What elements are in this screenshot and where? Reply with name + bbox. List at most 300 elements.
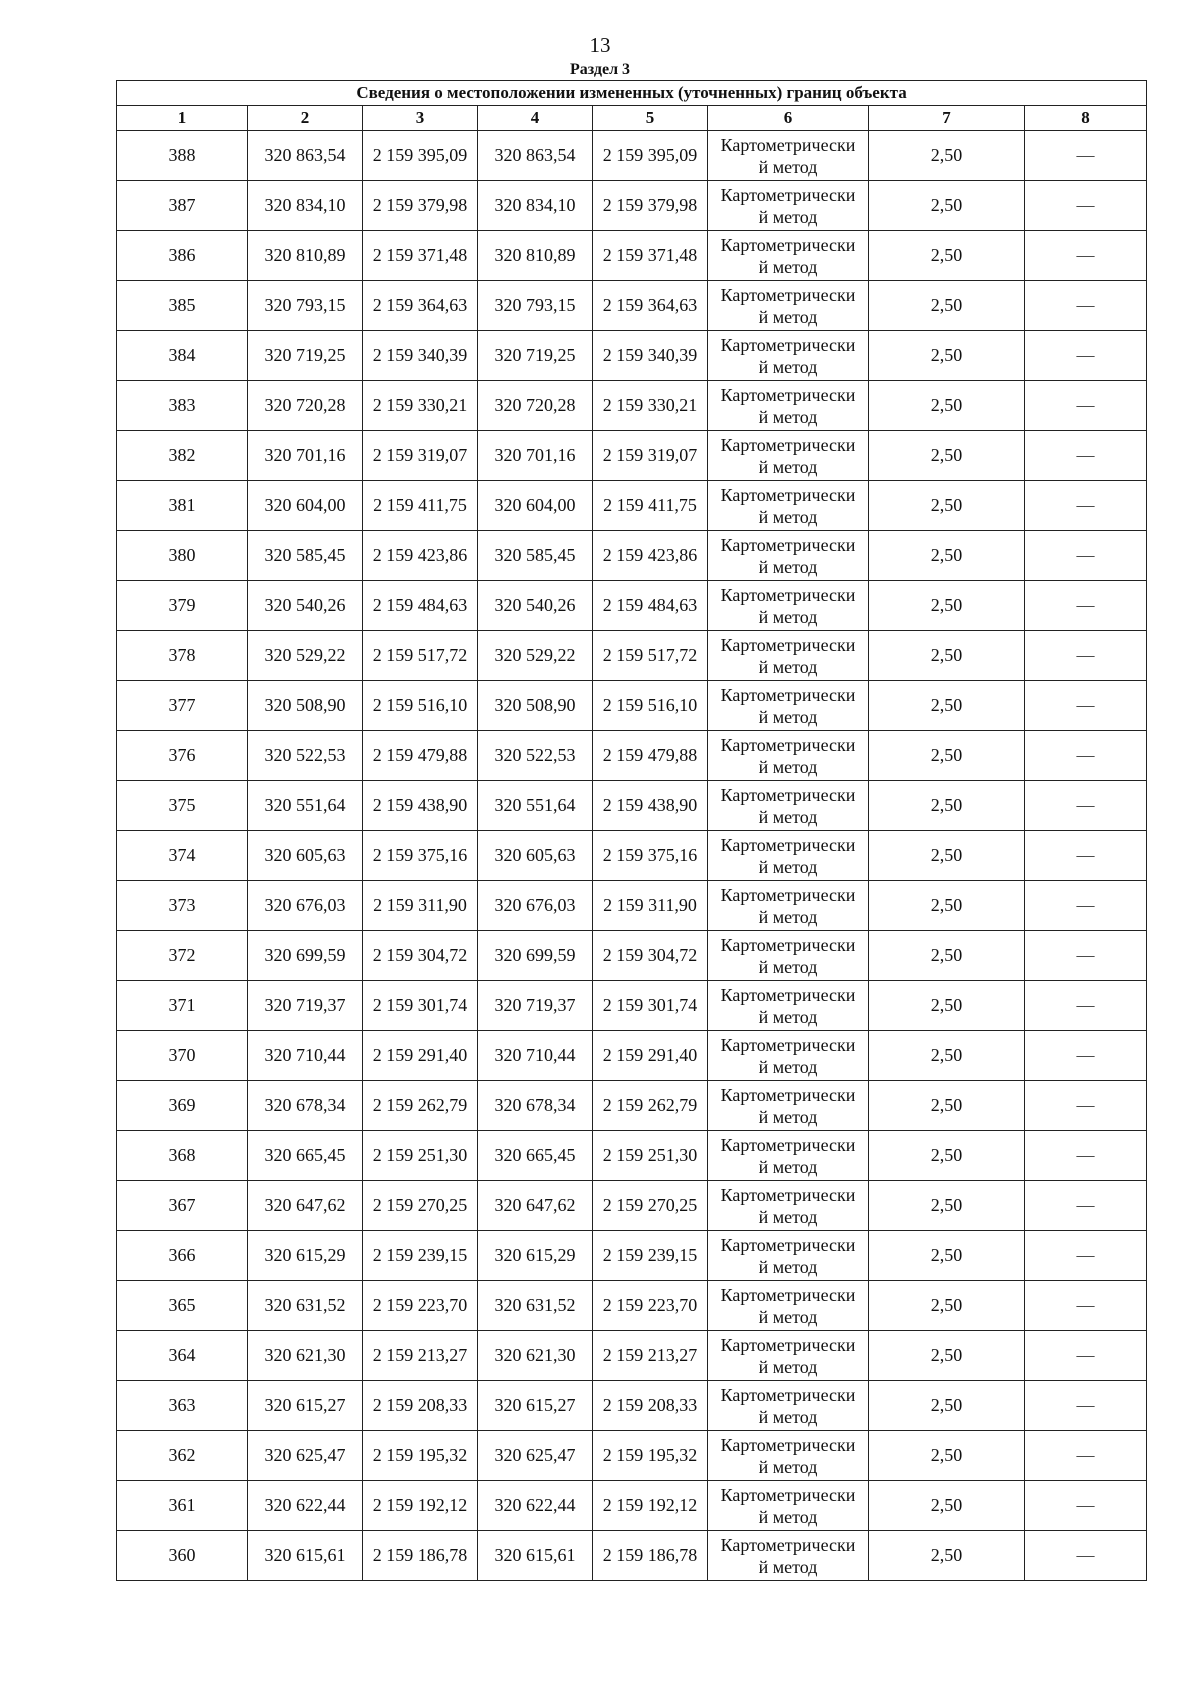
accuracy-cell: 2,50 — [869, 631, 1025, 681]
description-cell: — — [1025, 1331, 1147, 1381]
accuracy-cell: 2,50 — [869, 831, 1025, 881]
refined-x-cell: 320 529,22 — [478, 631, 593, 681]
existing-x-cell: 320 863,54 — [248, 131, 363, 181]
existing-x-cell: 320 622,44 — [248, 1481, 363, 1531]
method-cell — [708, 781, 869, 831]
existing-y-cell: 2 159 371,48 — [363, 231, 478, 281]
description-cell: — — [1025, 231, 1147, 281]
description-cell: — — [1025, 481, 1147, 531]
table-row — [117, 781, 1147, 831]
accuracy-cell: 2,50 — [869, 731, 1025, 781]
refined-y-cell: 2 159 319,07 — [593, 431, 708, 481]
method-text-line: Картометрически — [720, 184, 856, 205]
method-text-line: й метод — [758, 656, 818, 677]
table-row — [117, 1031, 1147, 1081]
description-cell: — — [1025, 731, 1147, 781]
refined-y-cell: 2 159 423,86 — [593, 531, 708, 581]
table-row — [117, 281, 1147, 331]
method-cell — [708, 131, 869, 181]
point-number-cell: 363 — [117, 1381, 248, 1431]
refined-x-cell: 320 676,03 — [478, 881, 593, 931]
method-cell — [708, 231, 869, 281]
existing-x-cell: 320 720,28 — [248, 381, 363, 431]
existing-y-cell: 2 159 319,07 — [363, 431, 478, 481]
method-cell — [708, 1181, 869, 1231]
point-number-cell: 380 — [117, 531, 248, 581]
existing-y-cell: 2 159 375,16 — [363, 831, 478, 881]
accuracy-cell: 2,50 — [869, 481, 1025, 531]
existing-x-cell: 320 540,26 — [248, 581, 363, 631]
refined-y-cell: 2 159 186,78 — [593, 1531, 708, 1581]
method-text-line: й метод — [758, 606, 818, 627]
method-text-line: й метод — [758, 1556, 818, 1577]
existing-x-cell: 320 678,34 — [248, 1081, 363, 1131]
refined-y-cell: 2 159 311,90 — [593, 881, 708, 931]
method-text-line: й метод — [758, 956, 818, 977]
description-cell: — — [1025, 131, 1147, 181]
table-row — [117, 731, 1147, 781]
existing-y-cell: 2 159 301,74 — [363, 981, 478, 1031]
method-text-line: Картометрически — [720, 584, 856, 605]
method-text-line: й метод — [758, 1156, 818, 1177]
column-number: 5 — [593, 106, 708, 131]
point-number-cell: 372 — [117, 931, 248, 981]
column-number: 8 — [1025, 106, 1147, 131]
accuracy-cell: 2,50 — [869, 581, 1025, 631]
accuracy-cell: 2,50 — [869, 1081, 1025, 1131]
existing-x-cell: 320 585,45 — [248, 531, 363, 581]
method-text-line: Картометрически — [720, 834, 856, 855]
point-number-cell: 361 — [117, 1481, 248, 1531]
description-cell: — — [1025, 581, 1147, 631]
method-cell — [708, 881, 869, 931]
existing-x-cell: 320 676,03 — [248, 881, 363, 931]
table-row — [117, 631, 1147, 681]
existing-x-cell: 320 647,62 — [248, 1181, 363, 1231]
refined-y-cell: 2 159 516,10 — [593, 681, 708, 731]
existing-y-cell: 2 159 340,39 — [363, 331, 478, 381]
point-number-cell: 364 — [117, 1331, 248, 1381]
existing-x-cell: 320 719,25 — [248, 331, 363, 381]
accuracy-cell: 2,50 — [869, 1231, 1025, 1281]
description-cell: — — [1025, 331, 1147, 381]
method-cell — [708, 481, 869, 531]
point-number-cell: 374 — [117, 831, 248, 881]
refined-x-cell: 320 508,90 — [478, 681, 593, 731]
refined-y-cell: 2 159 330,21 — [593, 381, 708, 431]
accuracy-cell: 2,50 — [869, 781, 1025, 831]
table-row — [117, 1331, 1147, 1381]
accuracy-cell: 2,50 — [869, 431, 1025, 481]
method-text-line: Картометрически — [720, 884, 856, 905]
method-text-line: Картометрически — [720, 1484, 856, 1505]
description-cell: — — [1025, 1231, 1147, 1281]
method-cell — [708, 981, 869, 1031]
method-text-line: й метод — [758, 1106, 818, 1127]
accuracy-cell: 2,50 — [869, 1031, 1025, 1081]
refined-x-cell: 320 625,47 — [478, 1431, 593, 1481]
point-number-cell: 370 — [117, 1031, 248, 1081]
method-text-line: Картометрически — [720, 434, 856, 455]
method-text-line: Картометрически — [720, 1084, 856, 1105]
point-number-cell: 382 — [117, 431, 248, 481]
method-text-line: й метод — [758, 1356, 818, 1377]
method-cell — [708, 281, 869, 331]
description-cell: — — [1025, 631, 1147, 681]
existing-y-cell: 2 159 379,98 — [363, 181, 478, 231]
method-text-line: й метод — [758, 556, 818, 577]
column-number: 6 — [708, 106, 869, 131]
method-text-line: й метод — [758, 1006, 818, 1027]
method-text-line: й метод — [758, 856, 818, 877]
existing-x-cell: 320 710,44 — [248, 1031, 363, 1081]
method-cell — [708, 931, 869, 981]
refined-y-cell: 2 159 371,48 — [593, 231, 708, 281]
existing-y-cell: 2 159 364,63 — [363, 281, 478, 331]
existing-x-cell: 320 701,16 — [248, 431, 363, 481]
description-cell: — — [1025, 1031, 1147, 1081]
accuracy-cell: 2,50 — [869, 281, 1025, 331]
method-text-line: Картометрически — [720, 334, 856, 355]
table-row — [117, 1381, 1147, 1431]
accuracy-cell: 2,50 — [869, 881, 1025, 931]
existing-y-cell: 2 159 195,32 — [363, 1431, 478, 1481]
method-text-line: й метод — [758, 1056, 818, 1077]
refined-x-cell: 320 605,63 — [478, 831, 593, 881]
method-text-line: Картометрически — [720, 284, 856, 305]
table-row — [117, 931, 1147, 981]
existing-x-cell: 320 615,29 — [248, 1231, 363, 1281]
refined-x-cell: 320 793,15 — [478, 281, 593, 331]
table-row — [117, 1281, 1147, 1331]
accuracy-cell: 2,50 — [869, 681, 1025, 731]
existing-y-cell: 2 159 208,33 — [363, 1381, 478, 1431]
method-text-line: й метод — [758, 256, 818, 277]
existing-y-cell: 2 159 186,78 — [363, 1531, 478, 1581]
table-row — [117, 531, 1147, 581]
existing-y-cell: 2 159 411,75 — [363, 481, 478, 531]
refined-x-cell: 320 701,16 — [478, 431, 593, 481]
description-cell: — — [1025, 831, 1147, 881]
existing-x-cell: 320 605,63 — [248, 831, 363, 881]
method-text-line: Картометрически — [720, 484, 856, 505]
method-text-line: й метод — [758, 456, 818, 477]
accuracy-cell: 2,50 — [869, 1281, 1025, 1331]
refined-x-cell: 320 551,64 — [478, 781, 593, 831]
table-row — [117, 1231, 1147, 1281]
refined-x-cell: 320 647,62 — [478, 1181, 593, 1231]
existing-x-cell: 320 551,64 — [248, 781, 363, 831]
method-cell — [708, 581, 869, 631]
existing-x-cell: 320 522,53 — [248, 731, 363, 781]
table-row — [117, 681, 1147, 731]
method-text-line: Картометрически — [720, 1284, 856, 1305]
table-row — [117, 181, 1147, 231]
description-cell: — — [1025, 1431, 1147, 1481]
refined-x-cell: 320 699,59 — [478, 931, 593, 981]
method-text-line: й метод — [758, 1406, 818, 1427]
existing-y-cell: 2 159 223,70 — [363, 1281, 478, 1331]
method-text-line: Картометрически — [720, 234, 856, 255]
refined-x-cell: 320 615,27 — [478, 1381, 593, 1431]
refined-x-cell: 320 604,00 — [478, 481, 593, 531]
description-cell: — — [1025, 1131, 1147, 1181]
existing-y-cell: 2 159 516,10 — [363, 681, 478, 731]
accuracy-cell: 2,50 — [869, 381, 1025, 431]
method-text-line: й метод — [758, 506, 818, 527]
method-cell — [708, 1331, 869, 1381]
point-number-cell: 368 — [117, 1131, 248, 1181]
existing-y-cell: 2 159 484,63 — [363, 581, 478, 631]
point-number-cell: 360 — [117, 1531, 248, 1581]
method-text-line: Картометрически — [720, 684, 856, 705]
table-row — [117, 1431, 1147, 1481]
refined-y-cell: 2 159 364,63 — [593, 281, 708, 331]
point-number-cell: 384 — [117, 331, 248, 381]
existing-y-cell: 2 159 517,72 — [363, 631, 478, 681]
table-row — [117, 381, 1147, 431]
refined-y-cell: 2 159 411,75 — [593, 481, 708, 531]
point-number-cell: 379 — [117, 581, 248, 631]
existing-y-cell: 2 159 438,90 — [363, 781, 478, 831]
point-number-cell: 386 — [117, 231, 248, 281]
point-number-cell: 387 — [117, 181, 248, 231]
table-row — [117, 1481, 1147, 1531]
method-text-line: Картометрически — [720, 1434, 856, 1455]
point-number-cell: 385 — [117, 281, 248, 331]
method-cell — [708, 1381, 869, 1431]
description-cell: — — [1025, 1531, 1147, 1581]
method-cell — [708, 681, 869, 731]
refined-y-cell: 2 159 438,90 — [593, 781, 708, 831]
existing-x-cell: 320 529,22 — [248, 631, 363, 681]
description-cell: — — [1025, 681, 1147, 731]
method-text-line: Картометрически — [720, 984, 856, 1005]
method-text-line: Картометрически — [720, 784, 856, 805]
refined-y-cell: 2 159 239,15 — [593, 1231, 708, 1281]
column-number: 3 — [363, 106, 478, 131]
description-cell: — — [1025, 931, 1147, 981]
accuracy-cell: 2,50 — [869, 981, 1025, 1031]
refined-y-cell: 2 159 251,30 — [593, 1131, 708, 1181]
method-text-line: й метод — [758, 756, 818, 777]
method-text-line: й метод — [758, 356, 818, 377]
existing-y-cell: 2 159 291,40 — [363, 1031, 478, 1081]
existing-x-cell: 320 621,30 — [248, 1331, 363, 1381]
method-cell — [708, 1081, 869, 1131]
refined-x-cell: 320 622,44 — [478, 1481, 593, 1531]
method-text-line: Картометрически — [720, 1134, 856, 1155]
refined-x-cell: 320 540,26 — [478, 581, 593, 631]
method-text-line: й метод — [758, 906, 818, 927]
point-number-cell: 366 — [117, 1231, 248, 1281]
method-cell — [708, 1231, 869, 1281]
accuracy-cell: 2,50 — [869, 131, 1025, 181]
column-number: 7 — [869, 106, 1025, 131]
existing-x-cell: 320 665,45 — [248, 1131, 363, 1181]
accuracy-cell: 2,50 — [869, 931, 1025, 981]
accuracy-cell: 2,50 — [869, 1131, 1025, 1181]
table-row — [117, 1531, 1147, 1581]
refined-x-cell: 320 665,45 — [478, 1131, 593, 1181]
refined-x-cell: 320 719,25 — [478, 331, 593, 381]
refined-y-cell: 2 159 195,32 — [593, 1431, 708, 1481]
refined-x-cell: 320 810,89 — [478, 231, 593, 281]
method-cell — [708, 381, 869, 431]
description-cell: — — [1025, 1081, 1147, 1131]
method-text-line: Картометрически — [720, 1384, 856, 1405]
method-cell — [708, 1031, 869, 1081]
method-text-line: й метод — [758, 1456, 818, 1477]
description-cell: — — [1025, 1281, 1147, 1331]
method-cell — [708, 1531, 869, 1581]
accuracy-cell: 2,50 — [869, 331, 1025, 381]
refined-x-cell: 320 834,10 — [478, 181, 593, 231]
refined-x-cell: 320 522,53 — [478, 731, 593, 781]
method-cell — [708, 731, 869, 781]
point-number-cell: 371 — [117, 981, 248, 1031]
refined-x-cell: 320 719,37 — [478, 981, 593, 1031]
description-cell: — — [1025, 281, 1147, 331]
method-cell — [708, 1431, 869, 1481]
refined-y-cell: 2 159 517,72 — [593, 631, 708, 681]
refined-y-cell: 2 159 484,63 — [593, 581, 708, 631]
refined-x-cell: 320 615,29 — [478, 1231, 593, 1281]
refined-y-cell: 2 159 395,09 — [593, 131, 708, 181]
method-cell — [708, 631, 869, 681]
description-cell: — — [1025, 431, 1147, 481]
refined-y-cell: 2 159 340,39 — [593, 331, 708, 381]
accuracy-cell: 2,50 — [869, 1331, 1025, 1381]
refined-y-cell: 2 159 379,98 — [593, 181, 708, 231]
accuracy-cell: 2,50 — [869, 1431, 1025, 1481]
existing-x-cell: 320 615,61 — [248, 1531, 363, 1581]
method-text-line: Картометрически — [720, 1034, 856, 1055]
description-cell: — — [1025, 381, 1147, 431]
description-cell: — — [1025, 1481, 1147, 1531]
table-row — [117, 1131, 1147, 1181]
table-row — [117, 231, 1147, 281]
refined-y-cell: 2 159 375,16 — [593, 831, 708, 881]
page-number: 13 — [589, 33, 611, 57]
point-number-cell: 383 — [117, 381, 248, 431]
description-cell: — — [1025, 1181, 1147, 1231]
refined-y-cell: 2 159 304,72 — [593, 931, 708, 981]
method-text-line: й метод — [758, 706, 818, 727]
table-row — [117, 481, 1147, 531]
accuracy-cell: 2,50 — [869, 231, 1025, 281]
method-text-line: Картометрически — [720, 934, 856, 955]
boundary-coordinates-table — [116, 80, 1147, 1581]
existing-y-cell: 2 159 213,27 — [363, 1331, 478, 1381]
refined-y-cell: 2 159 223,70 — [593, 1281, 708, 1331]
table-row — [117, 831, 1147, 881]
refined-y-cell: 2 159 262,79 — [593, 1081, 708, 1131]
existing-y-cell: 2 159 262,79 — [363, 1081, 478, 1131]
method-cell — [708, 1481, 869, 1531]
table-row — [117, 1181, 1147, 1231]
column-number: 2 — [248, 106, 363, 131]
table-row — [117, 331, 1147, 381]
method-text-line: й метод — [758, 1206, 818, 1227]
description-cell: — — [1025, 531, 1147, 581]
existing-x-cell: 320 719,37 — [248, 981, 363, 1031]
table-body — [117, 131, 1147, 1581]
method-cell — [708, 1281, 869, 1331]
existing-y-cell: 2 159 304,72 — [363, 931, 478, 981]
table-row — [117, 431, 1147, 481]
existing-y-cell: 2 159 192,12 — [363, 1481, 478, 1531]
table-row — [117, 981, 1147, 1031]
method-text-line: й метод — [758, 1306, 818, 1327]
refined-x-cell: 320 863,54 — [478, 131, 593, 181]
existing-x-cell: 320 699,59 — [248, 931, 363, 981]
point-number-cell: 377 — [117, 681, 248, 731]
existing-x-cell: 320 810,89 — [248, 231, 363, 281]
refined-x-cell: 320 585,45 — [478, 531, 593, 581]
existing-x-cell: 320 615,27 — [248, 1381, 363, 1431]
refined-y-cell: 2 159 213,27 — [593, 1331, 708, 1381]
method-cell — [708, 531, 869, 581]
existing-y-cell: 2 159 395,09 — [363, 131, 478, 181]
method-text-line: Картометрически — [720, 384, 856, 405]
point-number-cell: 378 — [117, 631, 248, 681]
method-text-line: й метод — [758, 306, 818, 327]
method-text-line: Картометрически — [720, 1334, 856, 1355]
method-text-line: й метод — [758, 1256, 818, 1277]
refined-y-cell: 2 159 479,88 — [593, 731, 708, 781]
existing-x-cell: 320 834,10 — [248, 181, 363, 231]
existing-y-cell: 2 159 330,21 — [363, 381, 478, 431]
method-text-line: й метод — [758, 1506, 818, 1527]
table-caption-row — [117, 81, 1147, 106]
table-row — [117, 881, 1147, 931]
point-number-cell: 376 — [117, 731, 248, 781]
existing-x-cell: 320 604,00 — [248, 481, 363, 531]
method-cell — [708, 431, 869, 481]
method-text-line: Картометрически — [720, 1234, 856, 1255]
method-text-line: Картометрически — [720, 1184, 856, 1205]
existing-y-cell: 2 159 251,30 — [363, 1131, 478, 1181]
table-row — [117, 131, 1147, 181]
accuracy-cell: 2,50 — [869, 1481, 1025, 1531]
point-number-cell: 362 — [117, 1431, 248, 1481]
table-caption: Сведения о местоположении измененных (уточненных) границ объекта — [117, 81, 1147, 106]
existing-x-cell: 320 508,90 — [248, 681, 363, 731]
point-number-cell: 373 — [117, 881, 248, 931]
description-cell: — — [1025, 981, 1147, 1031]
refined-x-cell: 320 615,61 — [478, 1531, 593, 1581]
existing-y-cell: 2 159 239,15 — [363, 1231, 478, 1281]
existing-x-cell: 320 793,15 — [248, 281, 363, 331]
section-title: Раздел 3 — [569, 61, 631, 78]
method-text-line: Картометрически — [720, 134, 856, 155]
table-row — [117, 581, 1147, 631]
refined-y-cell: 2 159 291,40 — [593, 1031, 708, 1081]
column-number-row — [117, 106, 1147, 131]
existing-x-cell: 320 625,47 — [248, 1431, 363, 1481]
method-cell — [708, 831, 869, 881]
point-number-cell: 367 — [117, 1181, 248, 1231]
method-cell — [708, 331, 869, 381]
refined-y-cell: 2 159 192,12 — [593, 1481, 708, 1531]
refined-x-cell: 320 678,34 — [478, 1081, 593, 1131]
refined-x-cell: 320 631,52 — [478, 1281, 593, 1331]
refined-x-cell: 320 621,30 — [478, 1331, 593, 1381]
existing-y-cell: 2 159 270,25 — [363, 1181, 478, 1231]
refined-y-cell: 2 159 301,74 — [593, 981, 708, 1031]
accuracy-cell: 2,50 — [869, 1181, 1025, 1231]
